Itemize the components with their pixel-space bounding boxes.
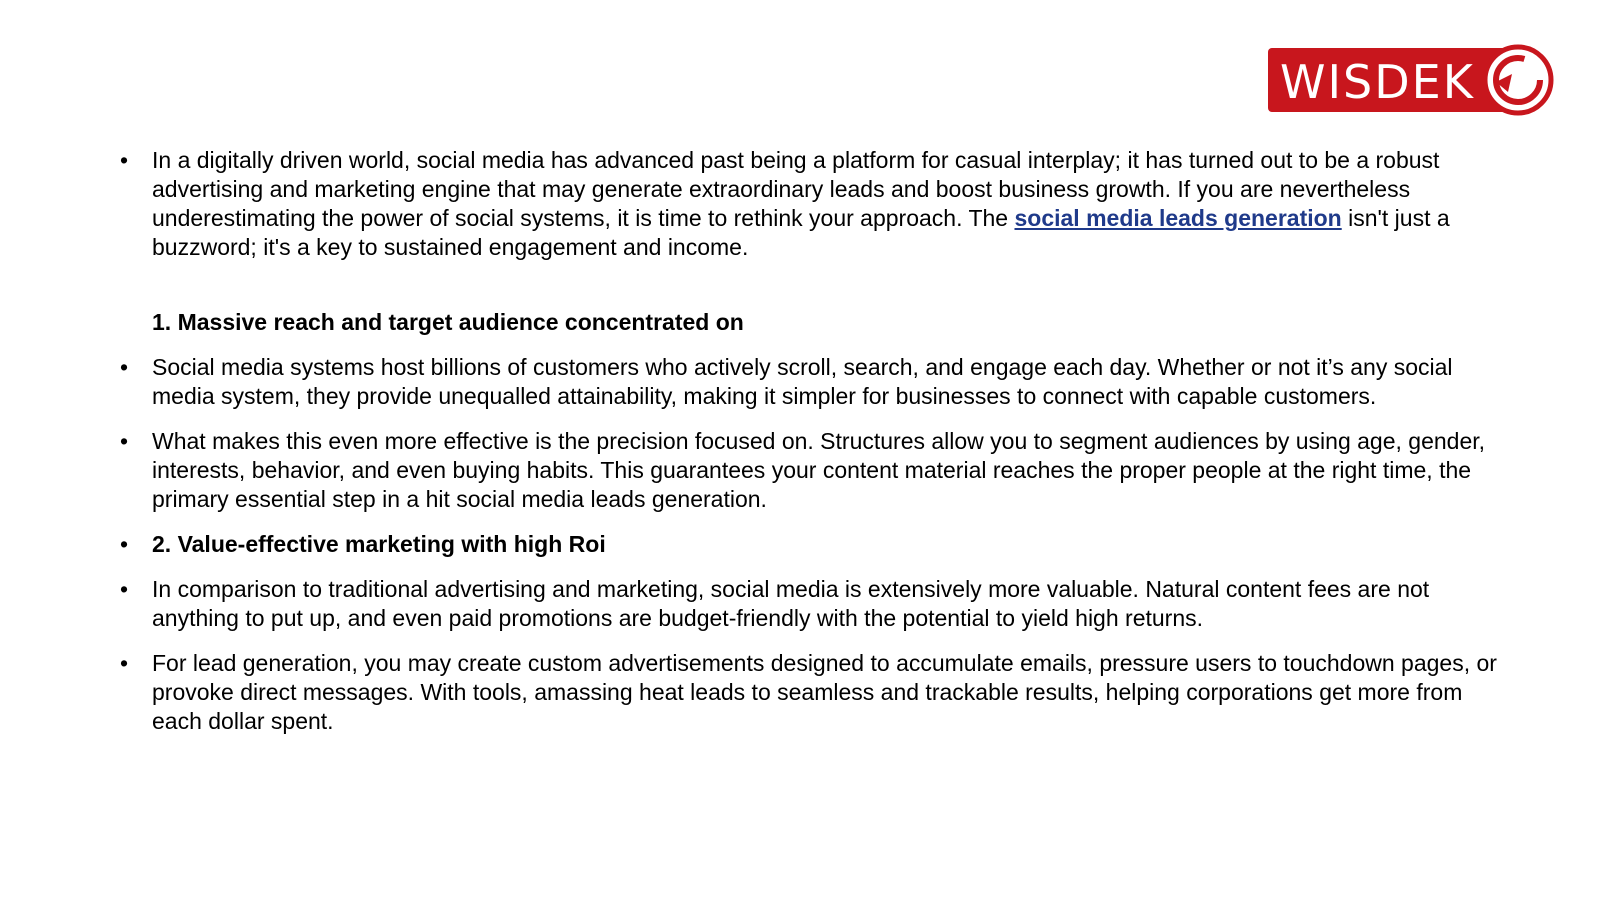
bullet-item <box>118 649 1498 736</box>
social-media-leads-link[interactable]: social media leads generation <box>1014 205 1342 231</box>
bullet-marker: • <box>120 531 129 557</box>
heading-2-text: 2. Value-effective marketing with high Roi <box>152 531 606 557</box>
circular-arrow-icon <box>1482 44 1554 116</box>
bullet-item <box>118 530 1498 559</box>
bullet-marker: • <box>120 576 129 602</box>
wisdek-logo <box>1268 44 1560 116</box>
bullet-marker: • <box>120 428 129 454</box>
bullet-item <box>118 353 1498 411</box>
paragraph-2: What makes this even more effective is the precision focused on. Structures allow you to segment audiences by using age, gender, interests, behavior, and even buying habits. This guarantees your content material reaches the proper people at the right time, the primary essential step in a hit social media leads generation. <box>152 428 1486 512</box>
bullet-marker: • <box>120 147 129 173</box>
paragraph-4: For lead generation, you may create custom advertisements designed to accumulate emails, pressure users to touchdown pages, or provoke direct messages. With tools, amassing heat leads to seamless and trackable results, helping corporations get more from each dollar spent. <box>152 650 1497 734</box>
intro-bullet <box>118 146 1498 262</box>
heading-1-text: 1. Massive reach and target audience concentrated on <box>152 309 744 335</box>
logo-text: WISDEK <box>1280 55 1475 109</box>
logo-box <box>1268 48 1516 112</box>
bullet-item <box>118 427 1498 514</box>
bullet-item <box>118 575 1498 633</box>
heading-massive-reach <box>118 308 1498 337</box>
slide-content <box>118 146 1498 736</box>
bullet-marker: • <box>120 354 129 380</box>
paragraph-3: In comparison to traditional advertising and marketing, social media is extensively more valuable. Natural content fees are not anything to put up, and even paid promotions are budget-friendly with the potential to yield high returns. <box>152 576 1430 631</box>
intro-text-after-link: isn't just a buzzword; it's a key to sustained engagement and income. <box>152 205 1450 260</box>
intro-text-before-link: In a digitally driven world, social media has advanced past being a platform for casual interplay; it has turned out to be a robust advertising and marketing engine that may generate extraordinary leads and boost business growth. If you are nevertheless underestimating the power of social systems, it is time to rethink your approach. The <box>152 147 1440 231</box>
bullet-marker: • <box>120 650 129 676</box>
paragraph-1: Social media systems host billions of customers who actively scroll, search, and engage each day. Whether or not it’s any social media system, they provide unequalled attainability, making it simpler for businesses to connect with capable customers. <box>152 354 1453 409</box>
